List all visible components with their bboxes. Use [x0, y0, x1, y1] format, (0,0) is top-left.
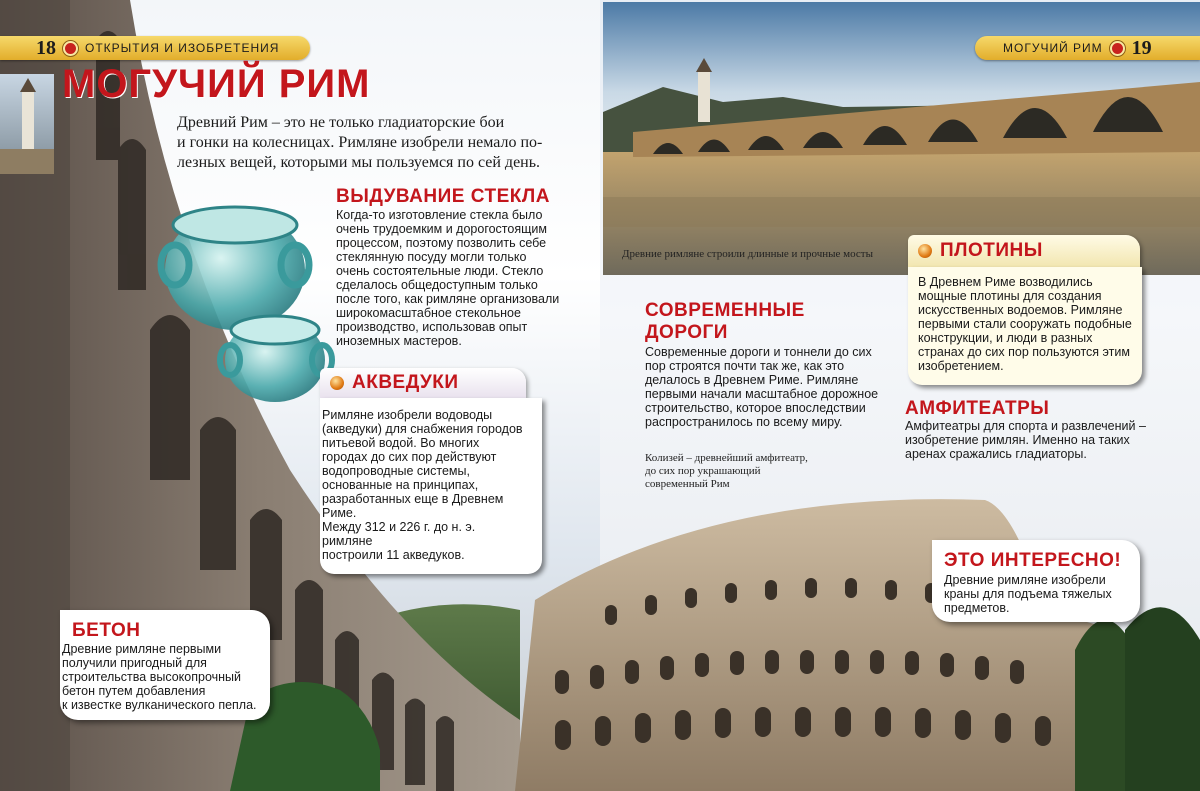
header-left	[0, 36, 310, 60]
amphitheatres-heading: АМФИТЕАТРЫ	[905, 398, 1050, 419]
interesting-text: Древние римляне изобрели краны для подъема тяжелых предметов.	[944, 573, 1112, 615]
page-number-right: 19	[1131, 36, 1152, 59]
colosseum-photo	[515, 470, 1200, 791]
dams-tab	[908, 235, 1140, 267]
concrete-box	[60, 610, 270, 720]
aqueducts-tab	[320, 368, 526, 398]
compass-icon	[1110, 41, 1125, 56]
interesting-heading: ЭТО ИНТЕРЕСНО!	[944, 550, 1122, 571]
section-title-right: МОГУЧИЙ РИМ	[1003, 41, 1103, 55]
dams-box: В Древнем Риме возводились мощные плотины для создания искусственных водоемов. Римляне первыми стали сооружать подобные конструкции, и люди в разных странах до сих пор пользуются этим изобретением.	[908, 267, 1142, 385]
roads-text: Современные дороги и тоннели до сих пор строятся почти так же, как это делалось в Древнем Риме. Римляне первыми начали масштабное дорожное строительство, которое впоследствии распространилось по всему миру.	[645, 345, 879, 429]
interesting-box	[932, 540, 1140, 622]
roads-heading: СОВРЕМЕННЫЕ ДОРОГИ	[645, 300, 805, 343]
glass-heading: ВЫДУВАНИЕ СТЕКЛА	[336, 186, 550, 207]
glass-vessels-photo	[150, 185, 340, 405]
glass-text: Когда-то изготовление стекла было очень трудоемким и дорогостоящим процессом, поэтому позволить себе стеклянную посуду могли только очень состоятельные люди. Стекло сделалось общедоступным только после того, как римляне организовали широкомасштабное стекольное производство, использовав опыт иноземных мастеров.	[336, 208, 560, 348]
section-title-left: ОТКРЫТИЯ И ИЗОБРЕТЕНИЯ	[85, 41, 280, 55]
header-right	[975, 36, 1200, 60]
bullet-icon	[918, 244, 932, 258]
aqueducts-heading: АКВЕДУКИ	[352, 372, 459, 393]
amphitheatres-text: Амфитеатры для спорта и развлечений – изобретение римлян. Именно на таких аренах сражались гладиаторы.	[905, 419, 1146, 461]
compass-icon	[63, 41, 78, 56]
concrete-text: Древние римляне первыми получили пригодный для строительства высокопрочный бетон путем добавления к известке вулканического пепла.	[62, 642, 257, 712]
bullet-icon	[330, 376, 344, 390]
aqueducts-box: Римляне изобрели водоводы (акведуки) для снабжения городов питьевой водой. Во многих городах до сих пор действуют водопроводные системы, основанные на принципах, разработанных еще в Древнем Риме. Между 312 и 226 г. до н. э. римляне построили 11 акведуков.	[320, 398, 542, 574]
dams-heading: ПЛОТИНЫ	[940, 240, 1043, 261]
church-photo	[0, 74, 54, 174]
colosseum-caption: Колизей – древнейший амфитеатр, до сих пор украшающий современный Рим	[645, 452, 808, 490]
page-title: МОГУЧИЙ РИМ	[62, 62, 371, 106]
page-number-left: 18	[36, 36, 56, 59]
intro-text: Древний Рим – это не только гладиаторские бои и гонки на колесницах. Римляне изобрели немало по- лезных вещей, которыми мы пользуемся по сей день.	[177, 114, 543, 171]
concrete-heading: БЕТОН	[72, 620, 141, 641]
bridge-caption: Древние римляне строили длинные и прочные мосты	[622, 248, 874, 260]
